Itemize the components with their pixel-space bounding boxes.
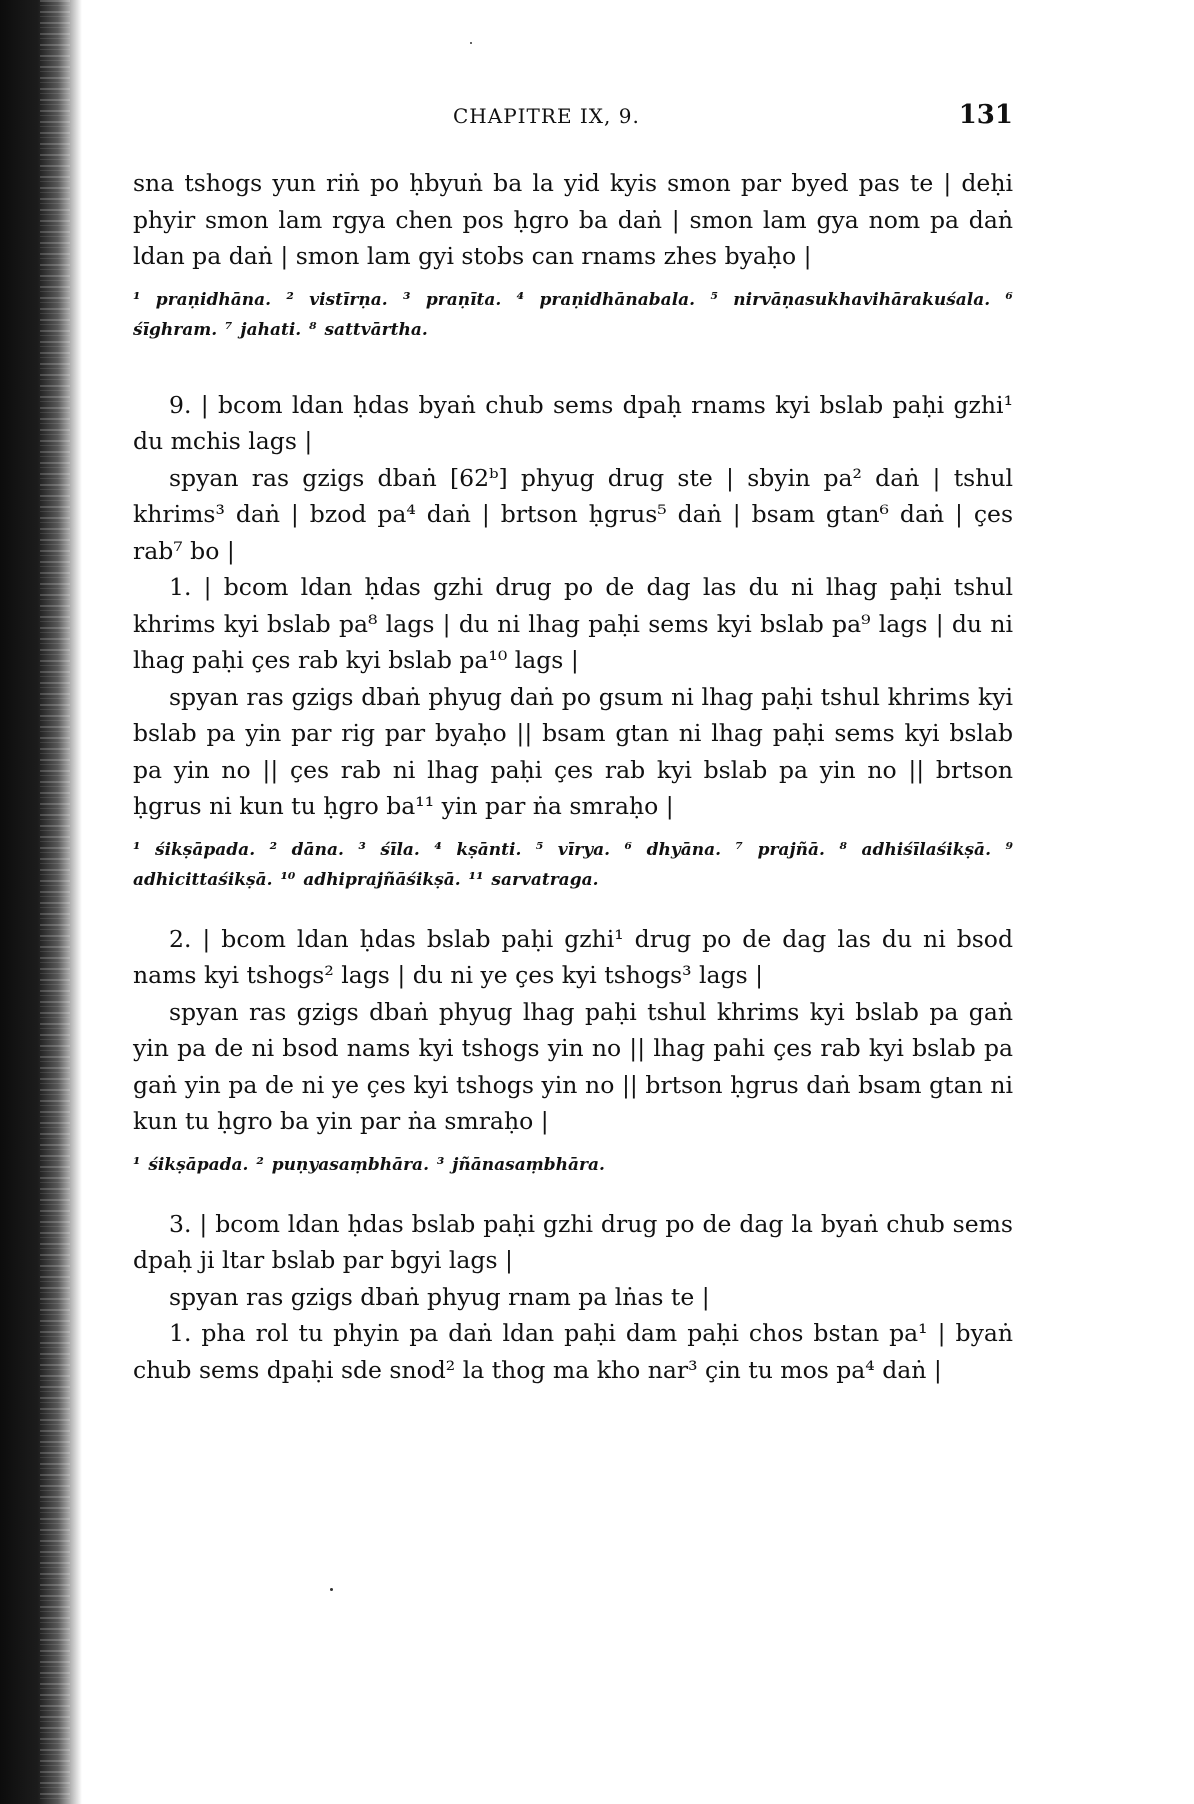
book-binding-shadow	[0, 0, 82, 1804]
paragraph: 1. | bcom ldan ḥdas gzhi drug po de dag las du ni lhag paḥi tshul khrims kyi bslab pa⁸ lags | du ni lhag paḥi sems kyi bslab pa⁹ lags | du ni lhag paḥi ҫes rab kyi bslab pa¹⁰ lags |	[133, 573, 1013, 674]
chapter-title: CHAPITRE IX, 9.	[453, 104, 640, 128]
footnotes: ¹ śikṣāpada. ² puṇyasaṃbhāra. ³ jñānasaṃbhāra.	[133, 1154, 605, 1175]
page-number: 131	[958, 100, 1013, 130]
paper-speck	[470, 42, 472, 44]
page-body	[133, 165, 1013, 1388]
running-header	[133, 100, 1013, 134]
footnotes: ¹ śikṣāpada. ² dāna. ³ śīla. ⁴ kṣānti. ⁵ vīrya. ⁶ dhyāna. ⁷ prajñā. ⁸ adhiśīlaśikṣā. ⁹ adhicittaśikṣā. ¹⁰ adhiprajñāśikṣā. ¹¹ sarvatraga.	[133, 839, 1013, 890]
paragraph: spyan ras gzigs dbaṅ phyug daṅ po gsum ni lhag paḥi tshul khrims kyi bslab pa yin par rig par byaḥo || bsam gtan ni lhag paḥi sems kyi bslab pa yin no || ҫes rab ni lhag paḥi ҫes rab kyi bslab pa yin no || brtson ḥgrus ni kun tu ḥgro ba¹¹ yin par ṅa smraḥo |	[133, 682, 1013, 820]
paragraph: 3. | bcom ldan ḥdas bslab paḥi gzhi drug po de dag la byaṅ chub sems dpaḥ ji ltar bslab par bgyi lags |	[133, 1209, 1013, 1274]
paper-speck	[330, 1588, 333, 1591]
paragraph: spyan ras gzigs dbaṅ [62ᵇ] phyug drug ste | sbyin pa² daṅ | tshul khrims³ daṅ | bzod pa⁴ daṅ | brtson ḥgrus⁵ daṅ | bsam gtan⁶ daṅ | ҫes rab⁷ bo |	[133, 463, 1013, 565]
paragraph: sna tshogs yun riṅ po ḥbyuṅ ba la yid kyis smon par byed pas te | deḥi phyir smon lam rgya chen pos ḥgro ba daṅ | smon lam gya nom pa daṅ ldan pa daṅ | smon lam gyi stobs can rnams zhes byaḥo |	[133, 169, 1013, 270]
paragraph: spyan ras gzigs dbaṅ phyug lhag paḥi tshul khrims kyi bslab pa gaṅ yin pa de ni bsod nams kyi tshogs yin no || lhag pahi ҫes rab kyi bslab pa gaṅ yin pa de ni ye ҫes kyi tshogs yin no || brtson ḥgrus daṅ bsam gtan ni kun tu ḥgro ba yin par ṅa smraḥo |	[133, 997, 1013, 1135]
paragraph: spyan ras gzigs dbaṅ phyug rnam pa lṅas te |	[169, 1282, 710, 1311]
footnotes: ¹ praṇidhāna. ² vistīrṇa. ³ praṇīta. ⁴ praṇidhānabala. ⁵ nirvāṇasukhavihārakuśala. ⁶ śīghram. ⁷ jahati. ⁸ sattvārtha.	[133, 289, 1013, 340]
paragraph: 2. | bcom ldan ḥdas bslab paḥi gzhi¹ drug po de dag las du ni bsod nams kyi tshogs² lags | du ni ye ҫes kyi tshogs³ lags |	[133, 924, 1013, 989]
paragraph: 9. | bcom ldan ḥdas byaṅ chub sems dpaḥ rnams kyi bslab paḥi gzhi¹ du mchis lags |	[133, 390, 1013, 455]
paragraph: 1. pha rol tu phyin pa daṅ ldan paḥi dam paḥi chos bstan pa¹ | byaṅ chub sems dpaḥi sde snod² la thog ma kho nar³ ҫin tu mos pa⁴ daṅ |	[133, 1319, 1013, 1384]
